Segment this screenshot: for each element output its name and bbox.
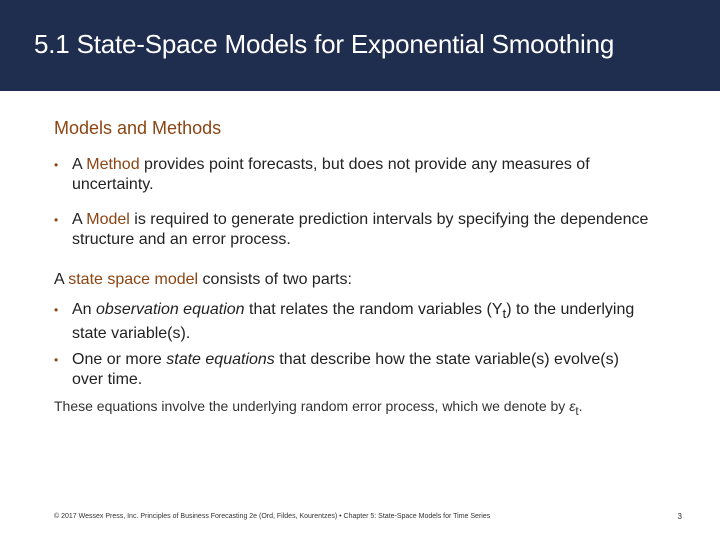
epsilon-symbol: ε [569, 398, 576, 414]
term-observation-equation: observation equation [96, 301, 245, 318]
bullet-text: A Method provides point forecasts, but does not provide any measures of uncertainty. [72, 156, 590, 193]
bullet-dot-icon: • [54, 303, 59, 317]
bullet-state-equations [54, 350, 654, 390]
term-state-space-model: state space model [68, 271, 199, 288]
term-state-equations: state equations [166, 351, 275, 368]
bullet-dot-icon: • [54, 158, 59, 172]
title-bar [0, 0, 720, 91]
bullet-model [54, 210, 654, 250]
slide-title: 5.1 State-Space Models for Exponential Smoothing [34, 29, 615, 59]
term-method: Method [86, 156, 140, 173]
term-model: Model [86, 211, 130, 228]
bullet-text: An observation equation that relates the random variables $(Y_t)$ to the underlying state variable(s). [72, 301, 635, 343]
bullet-dot-icon: • [54, 213, 59, 227]
page-number: 3 [677, 512, 682, 521]
section-subtitle: Models and Methods [54, 118, 222, 138]
bullet-observation-equation [54, 300, 654, 344]
bullet-dot-icon: • [54, 353, 59, 367]
error-process-note: These equations involve the underlying random error process, which we denote by $\varepsilon_t$. [54, 398, 583, 418]
copyright-footer: © 2017 Wessex Press, Inc. Principles of Business Forecasting 2e (Ord, Fildes, Kourentzes) • Chapter 5: State-Space Models for Time Series [54, 513, 491, 520]
bullet-text: One or more state equations that describe how the state variable(s) evolve(s) over time. [72, 351, 619, 388]
bullet-text: A Model is required to generate prediction intervals by specifying the dependence structure and an error process. [72, 211, 649, 248]
bullet-method [54, 155, 654, 195]
state-space-intro: A state space model consists of two parts: [54, 271, 352, 288]
